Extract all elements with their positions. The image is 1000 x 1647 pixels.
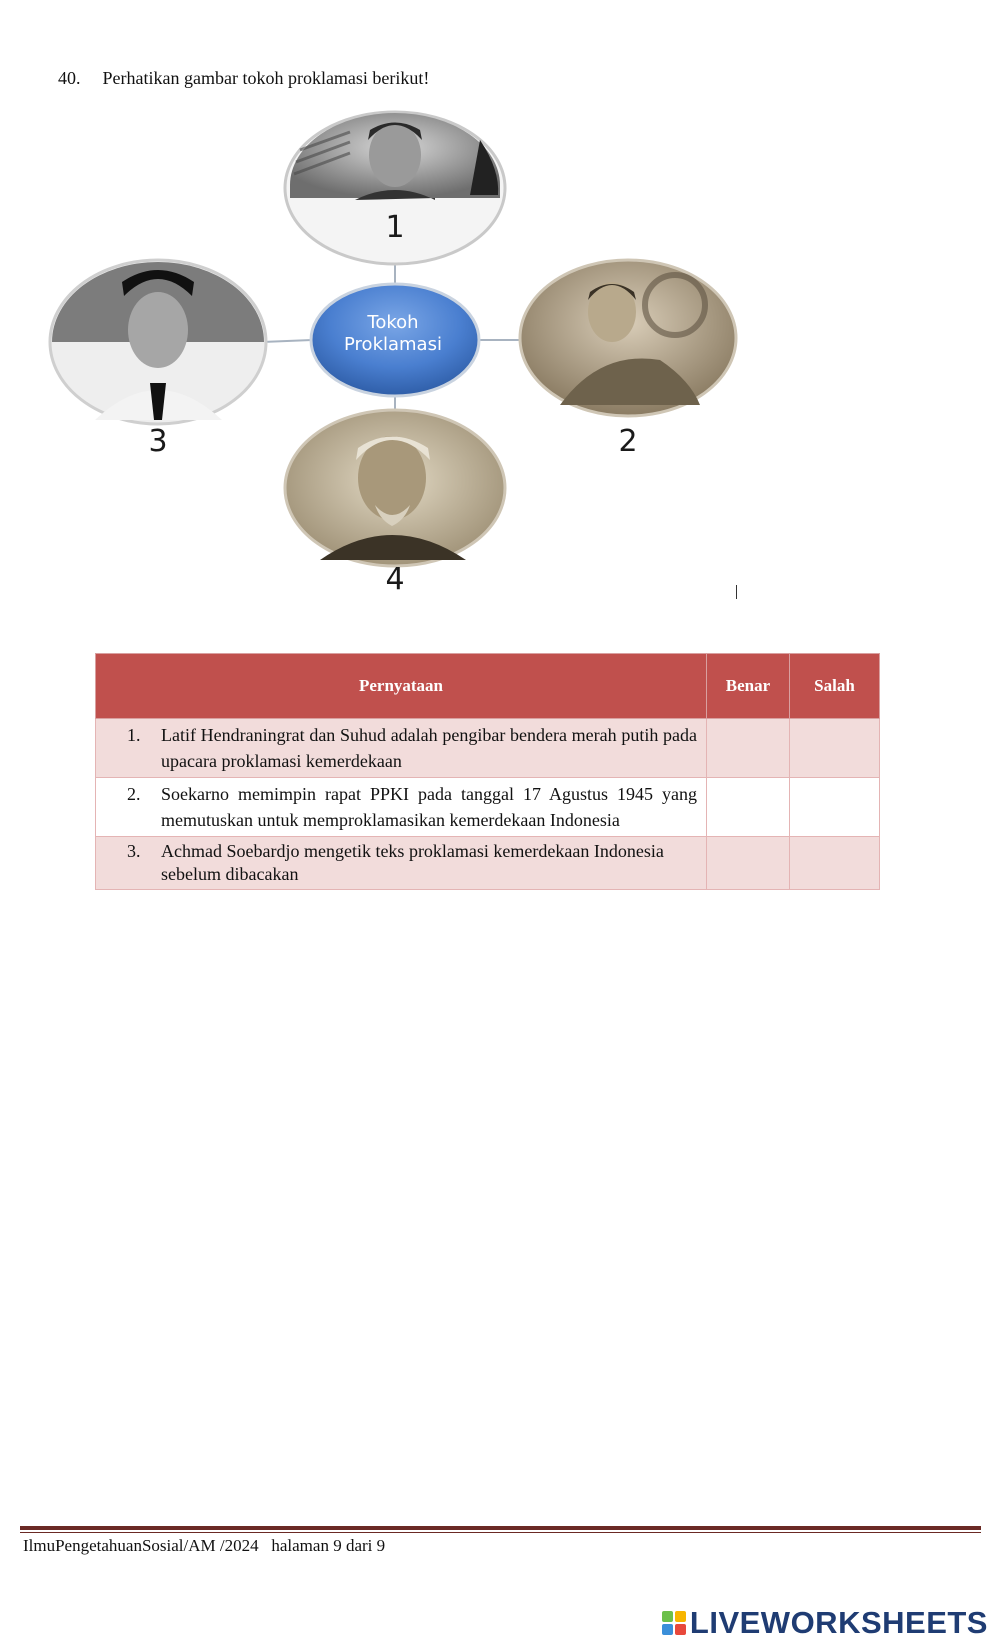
statement-number: 3.	[127, 841, 141, 861]
center-node-label	[310, 312, 476, 356]
liveworksheets-logo[interactable]	[662, 1605, 988, 1641]
portrait-2-icon	[520, 260, 736, 416]
connector-3	[262, 340, 312, 342]
answer-false-cell[interactable]	[790, 778, 880, 837]
liveworksheets-grid-icon	[662, 1611, 686, 1635]
statement-text: Latif Hendraningrat dan Suhud adalah pengibar bendera merah putih pada upacara proklamasi kemerdekaan	[161, 725, 697, 771]
table-row	[96, 719, 880, 778]
answer-false-cell[interactable]	[790, 837, 880, 890]
answer-true-cell[interactable]	[707, 719, 790, 778]
header-false: Salah	[790, 654, 880, 719]
question-text: Perhatikan gambar tokoh proklamasi berikut!	[102, 68, 430, 88]
statement-number: 2.	[127, 784, 141, 804]
proclamation-figures-diagram	[0, 0, 1000, 620]
figure-label-1: 1	[385, 210, 405, 245]
answer-false-cell[interactable]	[790, 719, 880, 778]
table-row	[96, 778, 880, 837]
table-row	[96, 837, 880, 890]
portrait-4-icon	[285, 410, 505, 566]
statement-text: Achmad Soebardjo mengetik teks proklamasi kemerdekaan Indonesia sebelum dibacakan	[161, 841, 664, 884]
center-label-line2: Proklamasi	[344, 334, 442, 355]
figure-label-2: 2	[618, 424, 638, 459]
liveworksheets-wordmark: LIVEWORKSHEETS	[689, 1605, 988, 1640]
header-true: Benar	[707, 654, 790, 719]
answer-true-cell[interactable]	[707, 778, 790, 837]
statement-cell	[96, 719, 707, 778]
statement-table	[95, 653, 880, 890]
figure-label-4: 4	[385, 562, 405, 597]
statement-cell	[96, 837, 707, 890]
header-statement: Pernyataan	[96, 654, 707, 719]
footer-rule-thin	[20, 1532, 981, 1533]
question-number: 40.	[58, 68, 81, 88]
figure-label-3: 3	[148, 424, 168, 459]
footer-text: IlmuPengetahuanSosial/AM /2024 halaman 9 dari 9	[23, 1536, 386, 1555]
statement-text: Soekarno memimpin rapat PPKI pada tanggal 17 Agustus 1945 yang memutuskan untuk memproklamasikan kemerdekaan Indonesia	[161, 784, 697, 830]
portrait-3-icon	[50, 260, 266, 424]
statement-cell	[96, 778, 707, 837]
text-cursor	[736, 585, 737, 599]
answer-true-cell[interactable]	[707, 837, 790, 890]
footer-rule-thick	[20, 1526, 981, 1530]
table-header-row	[96, 654, 880, 719]
diagram-graphics	[0, 0, 1000, 620]
statement-number: 1.	[127, 725, 141, 745]
center-label-line1: Tokoh	[367, 312, 419, 333]
